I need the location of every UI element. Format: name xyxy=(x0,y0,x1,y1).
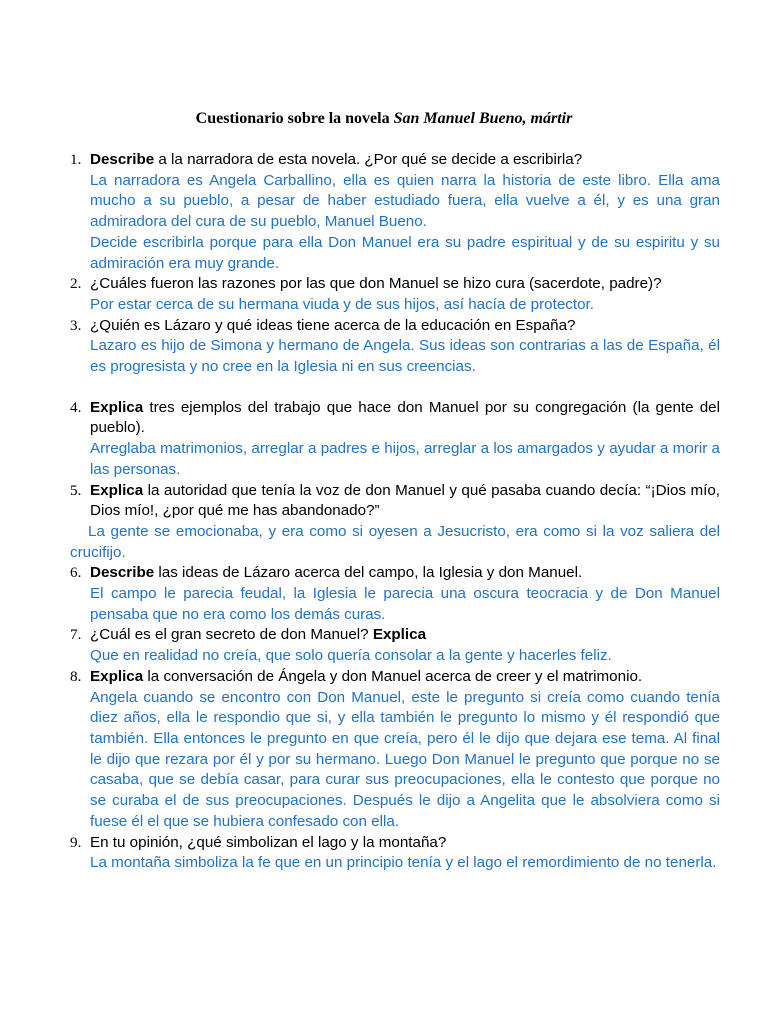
question-6 xyxy=(70,563,720,584)
answer-4 xyxy=(90,439,720,480)
question-number: 1. xyxy=(70,151,82,168)
question-keyword: Explica xyxy=(372,626,427,644)
question-keyword: Explica xyxy=(90,667,144,685)
question-number: 4. xyxy=(70,398,82,416)
answer-6: El campo le parecia feudal, la Iglesia le parecia una oscura teocracia y de Don Manuel pensaba que no era como los demás curas. xyxy=(90,585,720,623)
title-prefix: Cuestionario sobre la novela xyxy=(195,110,394,127)
spacer xyxy=(70,378,720,398)
question-number: 2. xyxy=(70,275,82,293)
answer-2: Por estar cerca de su hermana viuda y de sus hijos, así hacía de protector. xyxy=(90,295,594,313)
answer-9: La montaña simboliza la fe que en un principio tenía y el lago el remordimiento de no tenerla. xyxy=(90,854,717,872)
question-text: ¿Cuáles fueron las razones por las que don Manuel se hizo cura (sacerdote, padre)? xyxy=(90,275,662,293)
question-number: 5. xyxy=(70,481,82,499)
question-5 xyxy=(70,481,720,522)
question-text: ¿Cuál es el gran secreto de don Manuel? xyxy=(90,626,373,644)
answer-1b: Decide escribirla porque para ella Don Manuel era su padre espiritual y de su espiritu y su admiración era muy grande. xyxy=(90,233,720,272)
question-1 xyxy=(70,150,720,171)
document-title xyxy=(0,110,768,128)
question-keyword: Explica xyxy=(90,398,144,416)
question-number: 8. xyxy=(70,667,82,685)
question-text: las ideas de Lázaro acerca del campo, la Iglesia y don Manuel. xyxy=(154,564,583,582)
question-3 xyxy=(70,316,720,337)
title-novel: San Manuel Bueno, mártir xyxy=(393,110,573,127)
question-9 xyxy=(70,833,720,854)
question-text: ¿Quién es Lázaro y qué ideas tiene acerca de la educación en España? xyxy=(90,316,576,334)
question-7 xyxy=(70,625,720,646)
answer-4-text: Arreglaba matrimonios, arreglar a padres e hijos, arreglar a los amargados y ayudar a morir a las personas. xyxy=(90,440,720,478)
answer-7: Que en realidad no creía, que solo quería consolar a la gente y hacerles feliz. xyxy=(90,647,612,665)
answer-1a: La narradora es Angela Carballino, ella es quien narra la historia de este libro. Ella ama mucho a su pueblo, a pesar de haber estudiado fuera, ella vuelve a él, y es una gran admiradora del cura de su pueblo, Manuel Bueno. xyxy=(90,171,720,231)
questionnaire xyxy=(70,150,720,874)
answer-3: Lazaro es hijo de Simona y hermano de Angela. Sus ideas son contrarias a las de España, él es progresista y no cree en la Iglesia ni en sus creencias. xyxy=(90,337,720,376)
question-keyword: Explica xyxy=(90,481,144,499)
question-number: 3. xyxy=(70,316,82,334)
question-8 xyxy=(70,667,720,688)
question-number: 6. xyxy=(70,564,82,582)
question-text: la conversación de Ángela y don Manuel acerca de creer y el matrimonio. xyxy=(143,667,643,685)
question-text: a la narradora de esta novela. ¿Por qué se decide a escribirla? xyxy=(154,151,583,168)
question-keyword: Describe xyxy=(90,564,155,582)
answer-8: Angela cuando se encontro con Don Manuel, este le pregunto si creía como cuando tenía diez años, ella le respondio que si, y ella también le pregunto lo mismo y él respondió que también. Ella entonces le pregunto en que creía, pero él le dijo que dejara ese tema. Al final le dijo que rezara por él y por su hermano. Luego Don Manuel le pregunto que porque no se casaba, que se debía casar, para curar sus preocupaciones, ella le contesto que porque no se curaba el de sus preocupaciones. Después le dijo a Angelita que le absolviera como si fuese él el que se hubiera confesado con ella. xyxy=(90,688,720,830)
question-2 xyxy=(70,274,720,295)
question-text: En tu opinión, ¿qué simbolizan el lago y la montaña? xyxy=(90,833,447,851)
question-text: tres ejemplos del trabajo que hace don Manuel por su congregación (la gente del pueblo). xyxy=(90,398,720,437)
question-text: la autoridad que tenía la voz de don Manuel y qué pasaba cuando decía: “¡Dios mío, Dios mío!, ¿por qué me has abandonado?” xyxy=(90,481,720,520)
question-4 xyxy=(70,398,720,439)
question-number: 9. xyxy=(70,833,82,851)
question-number: 7. xyxy=(70,626,82,644)
answer-5: La gente se emocionaba, y era como si oyesen a Jesucristo, era como si la voz saliera del crucifijo. xyxy=(70,522,720,561)
question-keyword: Describe xyxy=(90,151,155,168)
